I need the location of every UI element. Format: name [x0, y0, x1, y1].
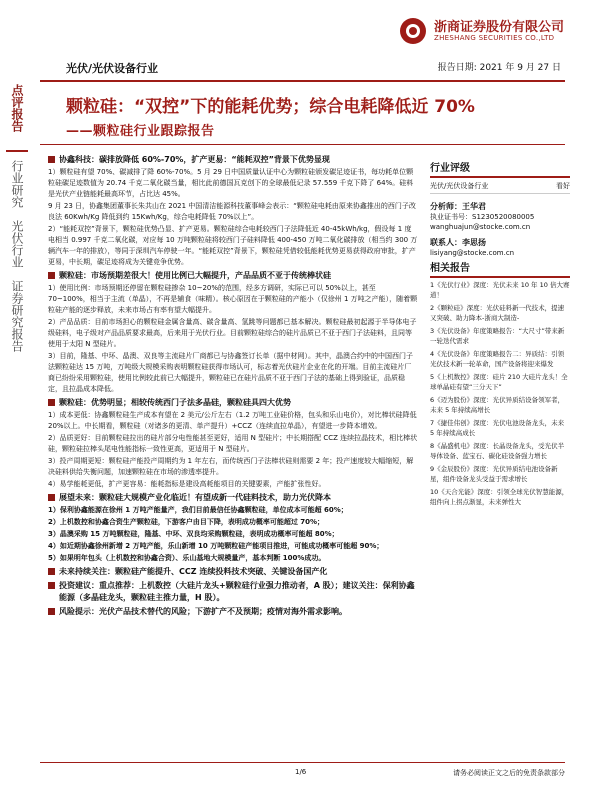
paragraph: 4）易学能耗更低，扩产更容易：能耗指标是建设高耗能项目的关键要素，产能扩张性好。 [48, 480, 326, 488]
paragraph: 1）使用比例：市场预期还停留在颗粒硅掺杂 10~20%的范围，经多方调研，实际已可以 50%以上，甚至 70~100%，相当于主流（单晶），不再是辅食（味精）。核心原因在于颗粒硅的产能小（仅徐州 1 万吨之产能），随着颗粒硅产能的逐步释放，未来市场占有率有望大幅提升。 [48, 284, 418, 314]
header-date [438, 60, 561, 73]
vertical-report-type [10, 84, 24, 135]
related-report[interactable]: 10《天合光能》深度：引领全球光伏智慧能源，组件向上拐点渐显，未来弹性大 [430, 488, 569, 506]
bullet-square-icon [48, 399, 55, 406]
section-heading-text: 风险提示：光伏产品技术替代的风险；下游扩产不及预期；疫情对海外需求影响。 [59, 607, 347, 616]
disclaimer: 请务必阅读正文之后的免责条款部分 [453, 769, 565, 777]
paragraph: 4）如近期协鑫徐州新增 2 万吨产能，乐山新增 10 万吨颗粒硅产能项目推进，可能成功概率可能超 90%； [48, 542, 384, 550]
header-category: 光伏/光伏设备行业 [66, 62, 159, 75]
sidebar [430, 164, 570, 511]
paragraph: 3）目前，隆基、中环、晶澳、双良等主流硅片厂商都已与协鑫签订长单（据中材网）。其中，晶澳合约中的中国西门子法颗粒硅达 15 万吨，万吨级大规模采购表明颗粒硅获得市场认可，标志着光伏硅片企业在化的开端。目前主流硅片厂商已纷纷采用颗粒硅，使用比例较此前已大幅提升，颗粒硅已在硅片品质不亚于西门子法的基础上得到验证，品质稳定，且拉晶成本降低。 [48, 352, 413, 393]
rating-industry: 光伏/光伏设备行业 [430, 182, 489, 190]
section-heading [48, 580, 418, 604]
vertical-sub [10, 220, 24, 271]
related-heading: 相关报告 [430, 264, 570, 278]
paragraph: 1）颗粒硅有望 70%、碳减排了降 60%-70%。5 月 29 日中国质量认证中心为颗粒硅颁发碳足迹证书，每功耗单位颗粒硅碳足迹数值为 20.74 千克二氧化碳当量，相比此前德国瓦克创下的全球最低记录 57.559 千克下降了 64%。硅料是光伏产业链能耗最高环节，占比达 45%。 [48, 168, 414, 198]
vertical-divider [6, 150, 28, 152]
section-heading-text: 协鑫科技：碳排放降低 60%-70%，扩产更易：“能耗双控”背景下优势显现 [59, 155, 330, 164]
analyst-label: 分析师： [430, 202, 462, 211]
related-report[interactable]: 9《金辰股份》深度：光伏异质结电池设备新星，组件设备龙头受益于需求增长 [430, 465, 558, 483]
related-report[interactable]: 1《光伏行业》深度：光伏未来 10 年 10 倍大赛道！ [430, 281, 570, 299]
section-heading-text: 展望未来：颗粒硅大规模产业化临近！有望成新一代硅料技术，助力光伏降本 [59, 493, 331, 502]
section-heading-text: 投资建议：重点推荐：上机数控（大硅片龙头+颗粒硅行业强力推动者，A 股）；建议关注：保利协鑫能源（多晶硅龙头，颗粒硅主推力量，H 股）。 [59, 581, 415, 602]
main-content [48, 152, 418, 619]
section-heading [48, 154, 418, 166]
contact-email[interactable]: lisiyang@stocke.com.cn [430, 249, 515, 257]
header-bar [40, 58, 565, 78]
section-heading [48, 566, 418, 578]
vertical-industry [10, 160, 24, 211]
header-divider [40, 80, 565, 82]
bullet-square-icon [48, 582, 55, 589]
section-heading-text: 颗粒硅：优势明显；相较传统西门子法多晶硅，颗粒硅具四大优势 [59, 398, 291, 407]
rating-value: 看好 [556, 182, 570, 190]
paragraph: 5）如果明年包头（上机数控和协鑫合资）、乐山基地大规模量产，基本判断 100%成功。 [48, 554, 326, 562]
page-subtitle: ——颗粒硅行业跟踪报告 [66, 124, 215, 139]
analyst-name: 王华君 [462, 202, 486, 211]
contact-name: 李思扬 [462, 238, 486, 247]
section-heading [48, 397, 418, 409]
section-heading [48, 492, 418, 504]
security-report-text: 证券研究报告 [10, 280, 24, 352]
paragraph: 2）“能耗双控”背景下，颗粒硅优势凸显、扩产更易。颗粒硅综合电耗较西门子法降低近 40-45kWh/kg，假设每 1 度电相当 0.997 千克二氧化碳，对应每 10 万吨颗粒硅将较西门子硅料降低 400-450 万吨二氧化碳排放（相当约 300 万辆汽车一年的排放），等同于深圳汽车停驶一年。“能耗双控”背景下，颗粒硅凭借较低能耗优势更易获得政府审批，扩产更易，中长期，碳足迹将成为关键竞争优势。 [48, 225, 418, 266]
related-report[interactable]: 3《光伏设备》年度策略报告：“大尺寸”带来新一轮迭代需求 [430, 327, 565, 345]
section-heading [48, 270, 418, 282]
related-report[interactable]: 8《晶盛机电》深度：长晶设备龙头，受光伏半导体设备、蓝宝石、碳化硅设备强力增长 [430, 442, 565, 460]
bullet-square-icon [48, 156, 55, 163]
sub-text: 光伏行业 [10, 220, 24, 268]
title-divider [40, 144, 565, 145]
bullet-square-icon [48, 494, 55, 501]
analyst-cert: 执业证书号：S1230520080005 [430, 213, 535, 221]
contact-label: 联系人： [430, 238, 462, 247]
section-heading-text: 未来持续关注：颗粒硅产能提升、CCZ 连续投料技术突破、关键设备国产化 [59, 567, 328, 576]
paragraph: 1）保利协鑫能源在徐州 1 万吨产能量产，我们目前最信任协鑫颗粒硅，单位成本可能超 60%； [48, 506, 348, 514]
paragraph: 2）产品品质：目前市场担心的颗粒硅金属含量高、碳含量高、氢跳等问题都已基本解决。颗粒硅最初起源于半导体电子级硅料，电子级对产品品质要求最高，后来用于光伏行业。目前颗粒硅综合的硅片品质已不亚于西门子法硅料，且同等使用于太阳 N 型硅片。 [48, 318, 417, 348]
brand-name-en: ZHESHANG SECURITIES CO.,LTD [434, 34, 555, 42]
date-label: 报告日期: [437, 63, 477, 73]
related-report[interactable]: 6《迈为股份》深度：光伏异质结设备领军者，未来 5 年持续高增长 [430, 396, 565, 414]
brand-name-cn: 浙商证券股份有限公司 [434, 20, 565, 35]
report-type-text: 点评报告 [10, 84, 24, 132]
paragraph: 3）晶澳采购 15 万吨颗粒硅，隆基、中环、双良均采购颗粒硅，表明成功概率可能超 80%； [48, 530, 339, 538]
paragraph: 2）上机数控和协鑫合资生产颗粒硅，下游客户由目下降，表明成功概率可能超过 70%； [48, 518, 325, 526]
bullet-square-icon [48, 608, 55, 615]
footer-divider [40, 762, 565, 763]
rating-row [430, 181, 570, 194]
bullet-square-icon [48, 272, 55, 279]
page-number: 1/6 [295, 768, 307, 776]
brand-emblem-icon [398, 16, 428, 46]
contact-block [430, 238, 570, 258]
related-report[interactable]: 7《捷佳伟创》深度：光伏电池设备龙头，未来 5 年持续高成长 [430, 419, 565, 437]
brand-logo [398, 12, 568, 52]
related-report[interactable]: 5《上机数控》深度：硅片 210 大硅片龙头！全球单晶硅有望“三分天下” [430, 373, 568, 391]
rating-heading: 行业评级 [430, 164, 570, 178]
related-report[interactable]: 2《颗粒硅》深度：光伏硅料新一代技术，提速又突破、助力降本-浙商大制造- [430, 304, 565, 322]
paragraph: 9 月 23 日，协鑫集团董事长朱共山在 2021 中国清洁能源科技董事峰会表示：“颗粒硅电耗由原来协鑫推出的西门子改良法 60Kwh/Kg 降低到约 15Kwh/Kg，综合电耗降低 70%以上”。 [48, 202, 416, 221]
analyst-block [430, 202, 570, 232]
bullet-square-icon [48, 568, 55, 575]
analyst-email[interactable]: wanghuajun@stocke.com.cn [430, 223, 531, 231]
industry-text: 行业研究 [10, 160, 24, 208]
paragraph: 3）投产周期更短：颗粒硅产能投产周期约为 1 年左右，而传统西门子法棒状硅则需要 2 年；投产速度较大幅缩短，解决硅料供给失衡问题，加速颗粒硅在市场的渗透率提升。 [48, 457, 414, 476]
vertical-security-report [10, 280, 24, 355]
related-report[interactable]: 4《光伏设备》年度策略报告二：异质结：引领光伏技术新一轮革命，国产设备将迎来爆发 [430, 350, 565, 368]
paragraph: 1）成本更低：协鑫颗粒硅生产成本有望在 2 美元/公斤左右（1.2 万吨工业硅价格，包头和乐山电价），对比棒状硅降低 20%以上。中长期看，颗粒硅（对诸多的更清、单产提升）+CCZ（连续直拉单晶），有望进一步降本增效。 [48, 411, 417, 430]
page-title: 颗粒硅：“双控”下的能耗优势；综合电耗降低近 70% [66, 97, 475, 117]
paragraph: 2）品质更好：目前颗粒硅拉出的硅片部分电性能甚至更好，适用 N 型硅片；中长期搭配 CCZ 连续拉晶技术，相比棒状硅，颗粒硅拉棒头尾电性能指标一致性更高，更适用于 N 型硅片。 [48, 434, 418, 453]
section-heading [48, 606, 418, 618]
date-value: 2021 年 9 月 27 日 [479, 63, 561, 73]
section-heading-text: 颗粒硅：市场预期差很大！使用比例已大幅提升，产品品质不亚于传统棒状硅 [59, 271, 331, 280]
